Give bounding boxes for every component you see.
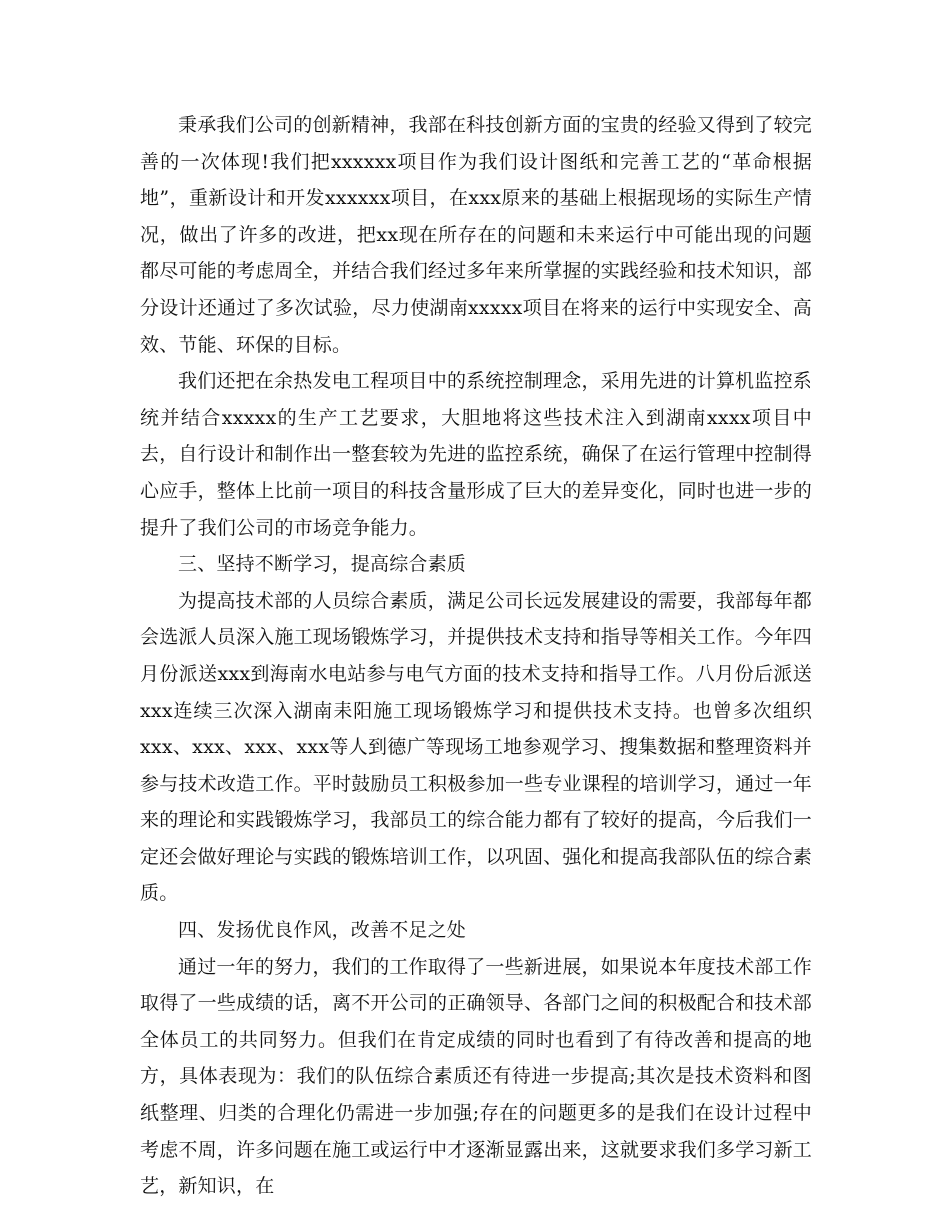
document-body [140,107,812,1205]
paragraph-shortcomings: 通过一年的努力，我们的工作取得了一些新进展，如果说本年度技术部工作取得了一些成绩的话，离不开公司的正确领导、各部门之间的积极配合和技术部全体员工的共同努力。但我们在肯定成绩的同时也看到了有待改善和提高的地方，具体表现为：我们的队伍综合素质还有待进一步提高;其次是技术资料和图纸整理、归类的合理化仍需进一步加强;存在的问题更多的是我们在设计过程中考虑不周，许多问题在施工或运行中才逐渐显露出来，这就要求我们多学习新工艺，新知识，在 [140,955,813,1198]
paragraph-training: 为提高技术部的人员综合素质，满足公司长远发展建设的需要，我部每年都会选派人员深入施工现场锻炼学习，并提供技术支持和指导等相关工作。今年四月份派送xxx到海南水电站参与电气方面的技术支持和指导工作。八月份后派送xxx连续三次深入湖南耒阳施工现场锻炼学习和提供技术支持。也曾多次组织xxx、xxx、xxx、xxx等人到德广等现场工地参观学习、搜集数据和整理资料并参与技术改造工作。平时鼓励员工积极参加一些专业课程的培训学习，通过一年来的理论和实践锻炼学习，我部员工的综合能力都有了较好的提高，今后我们一定还会做好理论与实践的锻炼培训工作，以巩固、强化和提高我部队伍的综合素质。 [140,589,813,905]
section-heading-improvement: 四、发扬优良作风，改善不足之处 [178,919,467,942]
paragraph-control-system: 我们还把在余热发电工程项目中的系统控制理念，采用先进的计算机监控系统并结合xxxxx的生产工艺要求，大胆地将这些技术注入到湖南xxxx项目中去，自行设计和制作出一整套较为先进的监控系统，确保了在运行管理中控制得心应手，整体上比前一项目的科技含量形成了巨大的差异变化，同时也进一步的提升了我们公司的市场竞争能力。 [140,370,813,539]
section-heading-learning: 三、坚持不断学习，提高综合素质 [178,553,467,576]
paragraph-innovation: 秉承我们公司的创新精神，我部在科技创新方面的宝贵的经验又得到了较完善的一次体现!我们把xxxxxx项目作为我们设计图纸和完善工艺的“革命根据地”，重新设计和开发xxxxxx项目，在xxx原来的基础上根据现场的实际生产情况，做出了许多的改进，把xx现在所存在的问题和未来运行中可能出现的问题都尽可能的考虑周全，并结合我们经过多年来所掌握的实践经验和技术知识，部分设计还通过了多次试验，尽力使湖南xxxxx项目在将来的运行中实现安全、高效、节能、环保的目标。 [140,114,813,356]
